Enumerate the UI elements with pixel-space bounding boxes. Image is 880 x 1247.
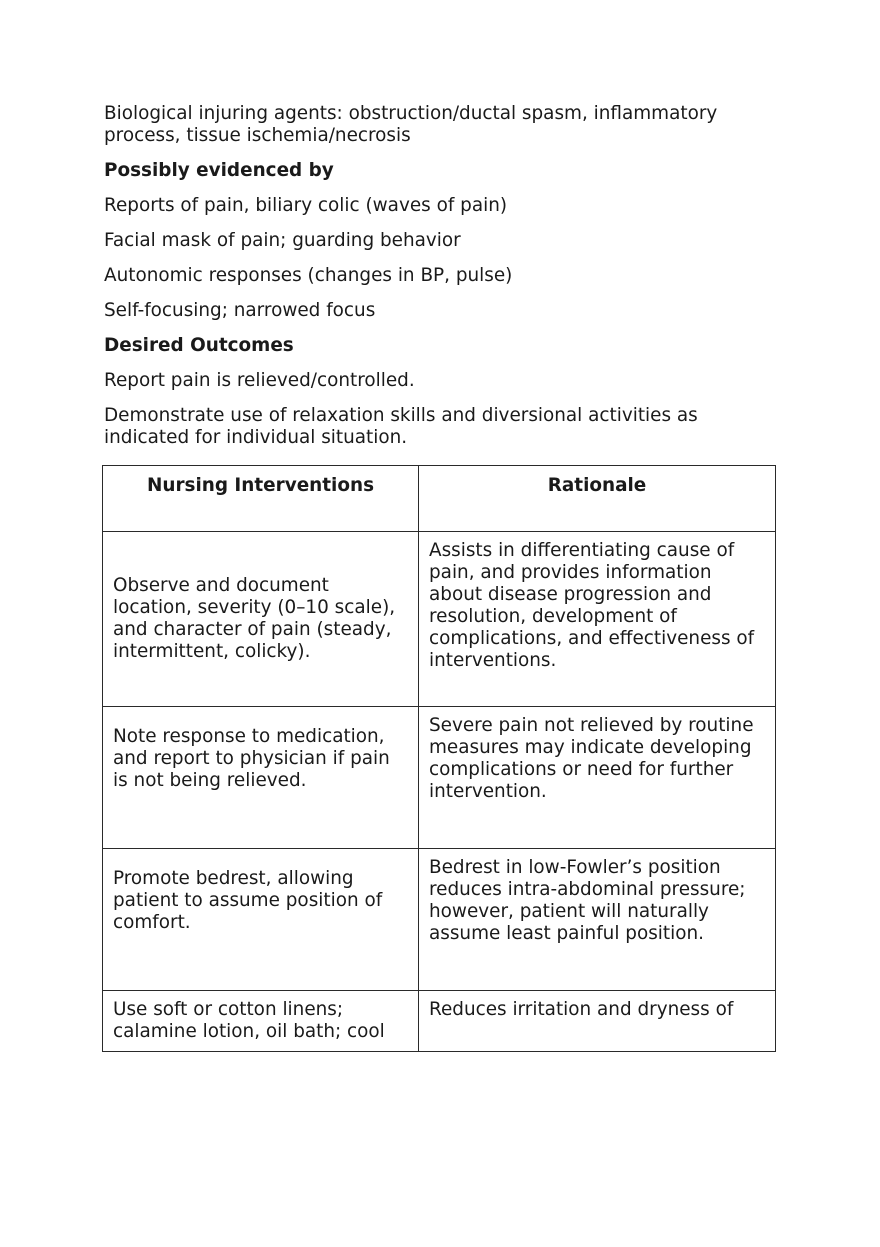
- evidence-item: Self-focusing; narrowed focus: [104, 300, 376, 321]
- intervention-cell: Promote bedrest, allowing patient to assume position of comfort.: [103, 849, 419, 991]
- interventions-table: [102, 465, 776, 1052]
- table-header-row: [103, 466, 776, 532]
- rationale-cell: Bedrest in low-Fowler’s position reduces intra-abdominal pressure; however, patient will naturally assume least painful position.: [419, 849, 776, 991]
- related-factors-text: Biological injuring agents: obstruction/ductal spasm, inflammatory process, tissue ischemia/necrosis: [104, 103, 718, 146]
- evidence-item: Autonomic responses (changes in BP, pulse): [104, 265, 513, 286]
- evidence-item: Reports of pain, biliary colic (waves of pain): [104, 195, 508, 216]
- table-row: [103, 849, 776, 991]
- intervention-cell: Observe and document location, severity (0–10 scale), and character of pain (steady, intermittent, colicky).: [103, 532, 419, 707]
- table-row: [103, 532, 776, 707]
- header-nursing-interventions: Nursing Interventions: [103, 466, 419, 532]
- table-row: [103, 991, 776, 1052]
- outcome-item: Report pain is relieved/controlled.: [104, 370, 415, 391]
- intervention-cell: Use soft or cotton linens; calamine lotion, oil bath; cool: [103, 991, 419, 1052]
- rationale-cell: Assists in differentiating cause of pain, and provides information about disease progression and resolution, development of complications, and effectiveness of interventions.: [419, 532, 776, 707]
- rationale-cell: Reduces irritation and dryness of: [419, 991, 776, 1052]
- outcomes-heading: Desired Outcomes: [104, 335, 294, 356]
- rationale-cell: Severe pain not relieved by routine measures may indicate developing complications or need for further intervention.: [419, 707, 776, 849]
- table-row: [103, 707, 776, 849]
- intervention-cell: Note response to medication, and report to physician if pain is not being relieved.: [103, 707, 419, 849]
- evidence-item: Facial mask of pain; guarding behavior: [104, 230, 461, 251]
- outcome-item: Demonstrate use of relaxation skills and diversional activities as indicated for individual situation.: [104, 405, 698, 448]
- header-rationale: Rationale: [419, 466, 776, 532]
- document-body: [104, 103, 776, 462]
- evidence-heading: Possibly evidenced by: [104, 160, 334, 181]
